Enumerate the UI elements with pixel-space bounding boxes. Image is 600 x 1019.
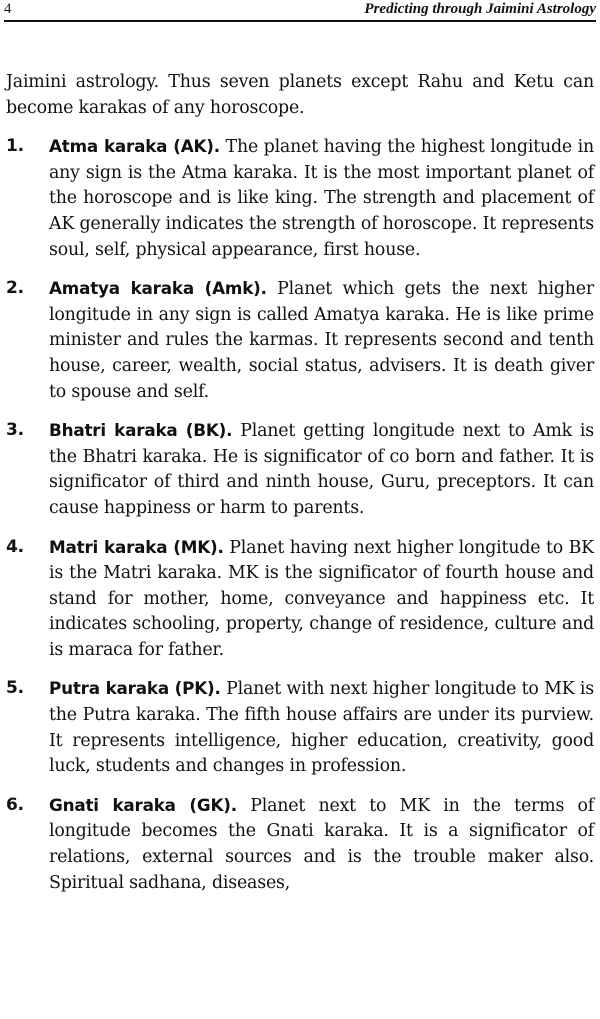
item-body [49, 793, 594, 896]
list-item [6, 535, 594, 664]
intro-paragraph: Jaimini astrology. Thus seven planets except Rahu and Ketu can become karakas of any horoscope. [6, 72, 594, 118]
page-body [6, 70, 594, 909]
item-body [49, 276, 594, 405]
item-number: 3. [6, 420, 24, 441]
item-body [49, 418, 594, 521]
item-term: Matri karaka (MK). [49, 536, 224, 557]
list-item [6, 134, 594, 263]
item-text: The planet having the highest longitude in any sign is the Atma karaka. It is the most important planet of the horoscope and is like king. The strength and placement of AK generally indicates the strength of horoscope. It represents soul, self, physical appearance, first house. [49, 137, 594, 260]
list-item [6, 676, 594, 779]
item-term: Amatya karaka (Amk). [49, 278, 267, 299]
list-item [6, 276, 594, 405]
item-number: 5. [6, 678, 24, 699]
item-body [49, 535, 594, 664]
item-text: Planet which gets the next higher longitude in any sign is called Amatya karaka. He is like prime minister and rules the karmas. It represents second and tenth house, career, wealth, social status, advisers. It is death giver to spouse and self. [49, 279, 594, 402]
item-term: Atma karaka (AK). [49, 136, 220, 157]
page-number: 4 [4, 1, 12, 17]
list-item [6, 418, 594, 521]
running-title: Predicting through Jaimini Astrology [364, 1, 596, 17]
item-number: 6. [6, 794, 24, 815]
item-term: Putra karaka (PK). [49, 678, 221, 699]
list-item [6, 793, 594, 896]
item-text: Planet with next higher longitude to MK is the Putra karaka. The fifth house affairs are under its purview. It represents intelligence, higher education, creativity, good luck, students and changes in profession. [49, 679, 594, 777]
item-number: 1. [6, 136, 24, 157]
item-term: Bhatri karaka (BK). [49, 420, 233, 441]
item-number: 4. [6, 536, 24, 557]
item-text: Planet next to MK in the terms of longitude becomes the Gnati karaka. It is a significator of relations, external sources and is the trouble maker also. Spiritual sadhana, diseases, [49, 795, 594, 893]
item-text: Planet getting longitude next to Amk is the Bhatri karaka. He is significator of co born and father. It is significator of third and ninth house, Guru, preceptors. It can cause happiness or harm to parents. [49, 421, 595, 518]
item-text: Planet having next higher longitude to BK is the Matri karaka. MK is the significator of fourth house and stand for mother, home, conveyance and happiness etc. It indicates schooling, property, change of residence, culture and is maraca for father. [49, 537, 594, 660]
page-header [4, 0, 596, 22]
item-number: 2. [6, 278, 24, 299]
item-term: Gnati karaka (GK). [49, 794, 237, 815]
item-body [49, 134, 594, 263]
item-body [49, 676, 594, 779]
